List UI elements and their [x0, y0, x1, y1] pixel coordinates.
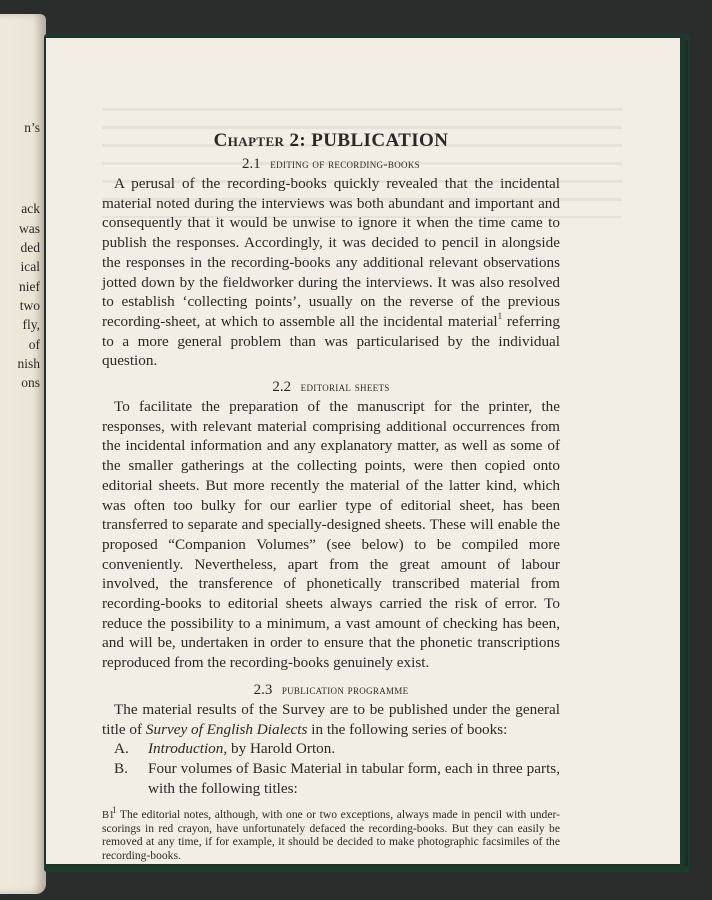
footnote-marker: 1 — [112, 804, 117, 815]
facing-page-text: ack — [21, 201, 40, 216]
section-heading-2-1 — [102, 156, 560, 173]
paragraph-text: The material results of the Survey are to be published under the general title of — [102, 700, 560, 738]
list-item-letter: B. — [114, 759, 128, 777]
facing-page-text: n’s — [24, 120, 40, 135]
facing-page-text: fly, — [22, 317, 40, 332]
facing-page-text: ded — [20, 240, 40, 255]
section-heading-2-2 — [102, 379, 560, 396]
facing-page-text: nish — [17, 356, 40, 371]
list-item-letter: A. — [114, 740, 129, 758]
paragraph-text: in the following series of books: — [307, 720, 508, 738]
section-paragraph — [102, 700, 560, 739]
section-paragraph — [102, 174, 560, 371]
book-cover-right-edge — [680, 40, 688, 866]
list-item — [102, 739, 560, 759]
signature-mark: B1 — [102, 810, 115, 821]
facing-page-text: was — [19, 221, 40, 236]
list-item-text: Four volumes of Basic Material in tabular form, each in three parts, with the following titles: — [148, 759, 560, 797]
paragraph-text: referring to a more general problem than was particularised by the individual question. — [102, 312, 560, 370]
facing-page-text: of — [28, 337, 40, 352]
section-title: editorial sheets — [300, 379, 390, 395]
section-heading-2-3 — [102, 682, 560, 699]
facing-page-text: ical — [20, 259, 40, 274]
facing-page-text: nief — [19, 279, 40, 294]
section-title: publication programme — [281, 681, 409, 697]
list-item-text: , by Harold Orton. — [223, 740, 336, 758]
facing-page-text: two — [19, 298, 40, 313]
series-title: Survey of English Dialects — [145, 720, 308, 738]
section-number: 2.3 — [253, 681, 273, 698]
facing-page-edge — [0, 14, 46, 894]
section-title: editing of recording-books — [270, 156, 420, 171]
footnote-text: The editorial notes, although, with one or two exceptions, always made in pencil with under-scorings in red crayon, have unfortunately defaced the recording-books. But they can easily be removed at any time, if for example, it should be decided to make photographic facsimiles of the recording-books. — [102, 808, 560, 862]
book-page — [46, 38, 680, 864]
list-item — [102, 759, 560, 798]
section-paragraph: To facilitate the preparation of the manuscript for the printer, the responses, with relevant material comprising additional occurrences from the incidental information and any explanatory matter, as well as some of the smaller gatherings at the collecting points, were then copied onto editorial sheets. But more recently the material of the latter kind, which was often too bulky for our earlier type of editorial sheet, has been transferred to separate and specially-designed sheets. These will enable the proposed “Companion Volumes” (see below) to be compiled more conveniently. Nevertheless, apart from the great amount of labour involved, the transference of phonetically transcribed material from recording-books to editorial sheets always carried the risk of error. To reduce the possibility to a minimum, a vast amount of checking has been, and will be, undertaken in order to ensure that the phonetic transcriptions reproduced from the recording-books genuinely exist. — [102, 398, 560, 672]
section-number: 2.2 — [272, 379, 292, 396]
footnote — [102, 804, 560, 862]
paragraph-text: A perusal of the recording-books quickly revealed that the incidental material noted during the interviews was both abundant and important and consequently that it would be unwise to ignore it when the time came to publish the responses. Accordingly, it was decided to pencil in alongside the responses in the recording-books any additional relevant observations jotted down by the fieldworker during the interviews. It was also resolved to establish ‘collecting points’, usually on the reverse of the previous recording-sheet, at which to assemble all the incidental material — [102, 175, 560, 330]
chapter-title: Chapter 2: PUBLICATION — [213, 130, 449, 151]
list-item-title: Introduction — [148, 740, 224, 758]
footnote-reference[interactable]: 1 — [497, 310, 503, 321]
page-content — [102, 130, 560, 862]
facing-page-text: ons — [21, 375, 40, 390]
section-number: 2.1 — [242, 156, 261, 172]
